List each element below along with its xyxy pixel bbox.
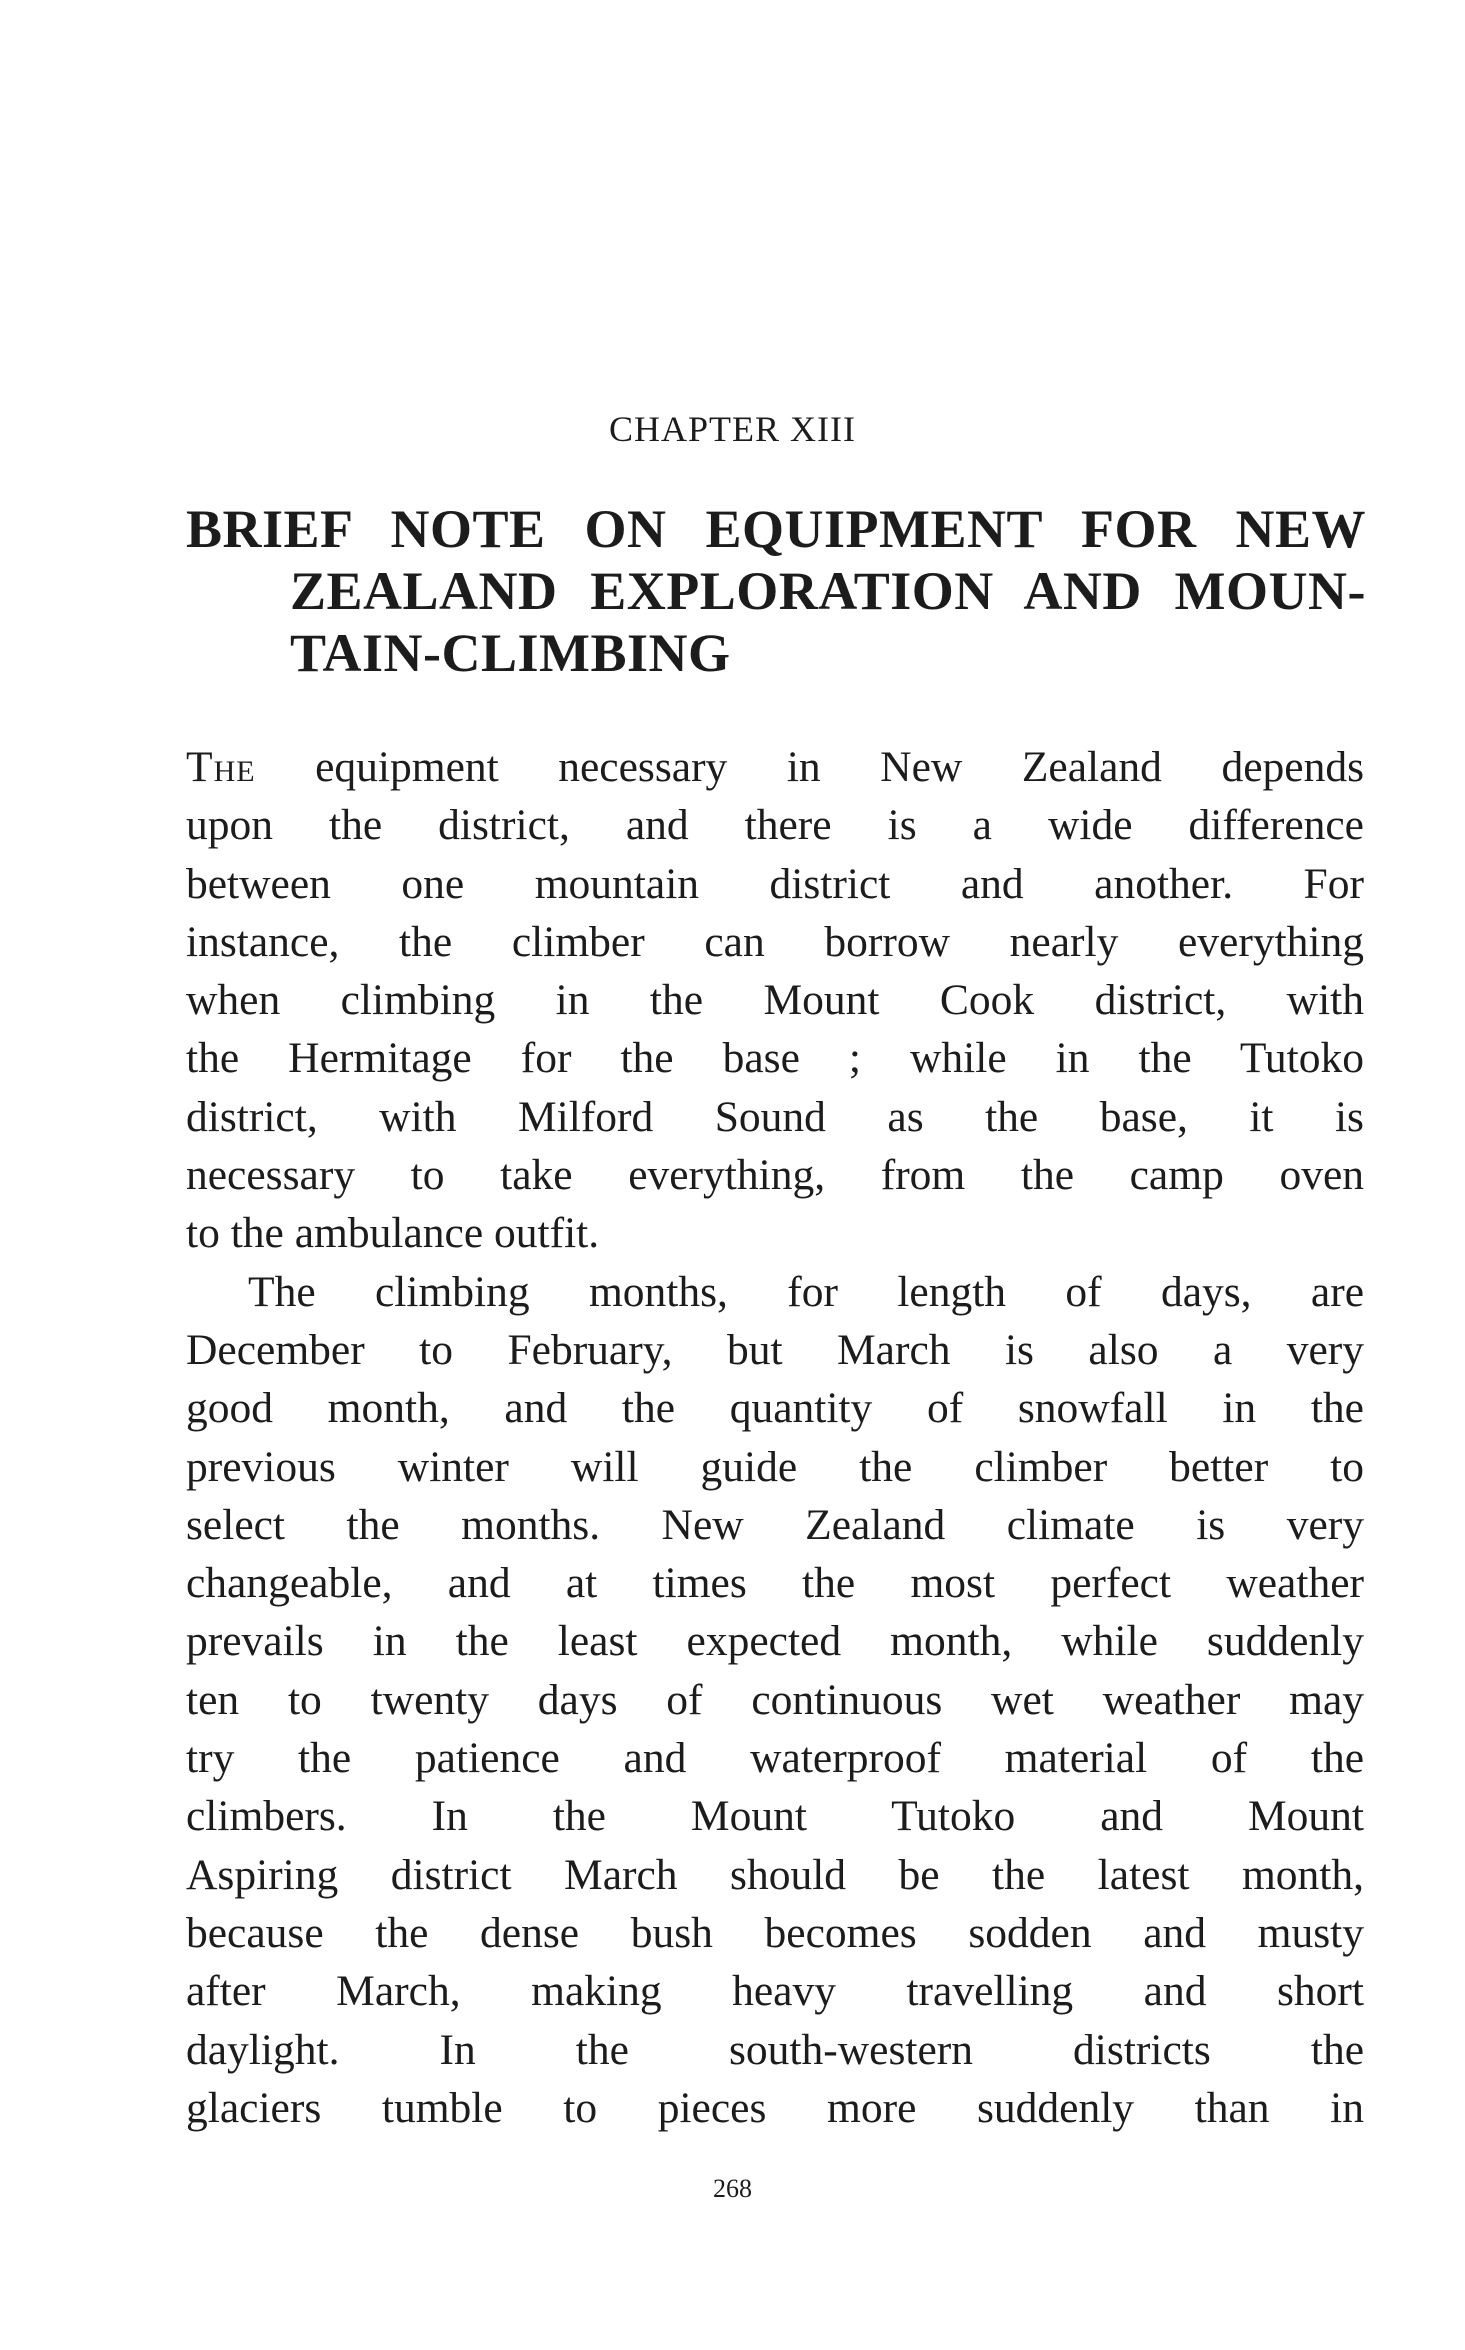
text-line: previous winter will guide the climber better to [186,1442,1364,1491]
text-line: necessary to take everything, from the camp oven [186,1151,1364,1200]
paragraph [186,738,1364,1263]
text-line: ten to twenty days of continuous wet weather may [186,1675,1364,1724]
chapter-title-line: TAIN-CLIMBING [290,623,731,683]
chapter-label: CHAPTER XIII [609,409,856,449]
text-line: glaciers tumble to pieces more suddenly than in [186,2083,1364,2132]
text-line: select the months. New Zealand climate is very [186,1500,1364,1549]
text-line: Aspiring district March should be the latest month, [186,1850,1364,1899]
text-line: the Hermitage for the base ; while in the Tutoko [186,1034,1364,1083]
chapter-title-line: BRIEF NOTE ON EQUIPMENT FOR NEW [186,499,1366,559]
text-line: district, with Milford Sound as the base, it is [186,1092,1364,1141]
text-line: upon the district, and there is a wide difference [186,801,1364,850]
text-line: climbers. In the Mount Tutoko and Mount [186,1792,1364,1841]
text-line: daylight. In the south-western districts the [186,2025,1364,2074]
text-line: instance, the climber can borrow nearly everything [186,917,1364,966]
body-text [186,738,1364,2137]
chapter-title [186,498,1366,684]
text-line: changeable, and at times the most perfect weather [186,1559,1364,1608]
text-line: when climbing in the Mount Cook district, with [186,976,1364,1025]
text-line: December to February, but March is also a very [186,1325,1364,1374]
text-line: The climbing months, for length of days, are [248,1267,1364,1316]
text-line: because the dense bush becomes sodden and musty [186,1908,1364,1957]
text-line: prevails in the least expected month, while suddenly [186,1617,1364,1666]
text-line: between one mountain district and another. For [186,859,1364,908]
text-line: good month, and the quantity of snowfall in the [186,1384,1364,1433]
text-line: The equipment necessary in New Zealand depends [186,743,1364,791]
text-line: try the patience and waterproof material of the [186,1734,1364,1783]
text-line: to the ambulance outfit. [186,1209,600,1258]
paragraph [186,1263,1364,2137]
chapter-title-line: ZEALAND EXPLORATION AND MOUN- [290,561,1366,621]
page-number: 268 [713,2174,752,2203]
drop-word: The [186,743,256,791]
text-line: after March, making heavy travelling and short [186,1967,1364,2016]
